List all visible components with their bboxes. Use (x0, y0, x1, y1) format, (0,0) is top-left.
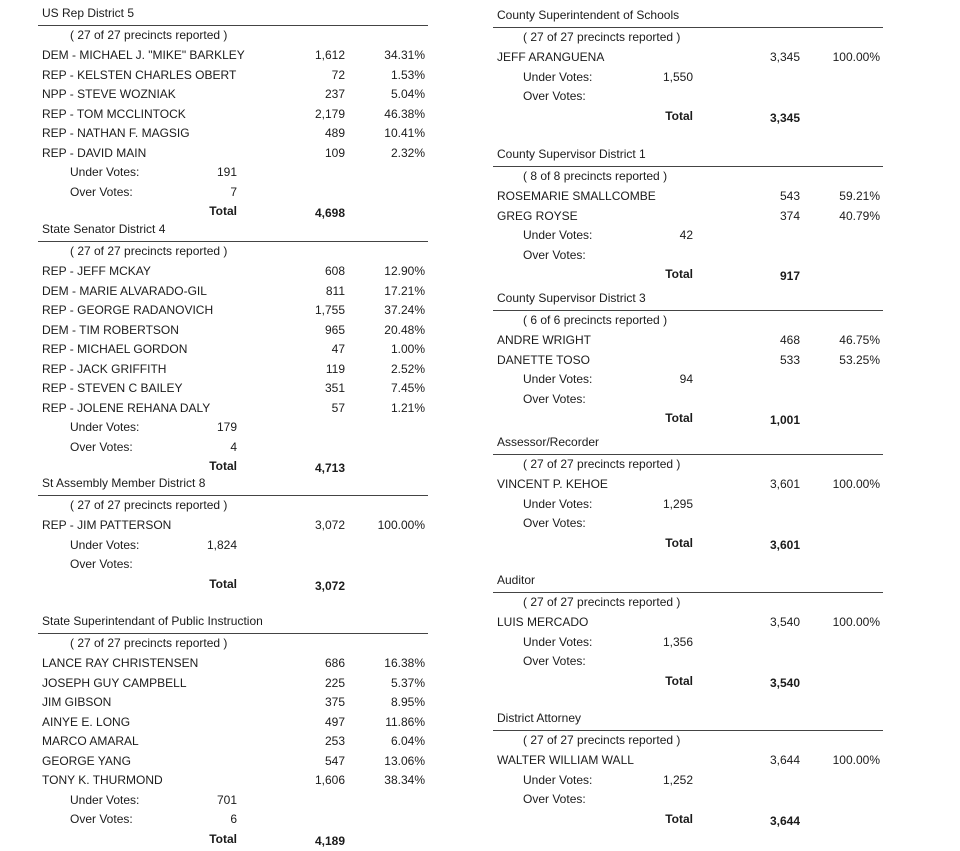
candidate-row (497, 189, 887, 205)
total-row (497, 109, 887, 125)
race-title: District Attorney (497, 711, 582, 725)
total-row (497, 411, 887, 427)
candidate-name: DANETTE TOSO (497, 352, 590, 367)
under-votes-label: Under Votes: (523, 772, 593, 787)
candidate-row (42, 734, 432, 750)
candidate-row (42, 126, 432, 142)
precincts-reported: ( 27 of 27 precincts reported ) (523, 733, 681, 747)
candidate-name: REP - NATHAN F. MAGSIG (42, 126, 190, 140)
candidate-name: MARCO AMARAL (42, 734, 139, 748)
candidate-votes: 608 (324, 264, 345, 278)
under-votes-row (42, 538, 432, 554)
over-votes-row (497, 516, 887, 532)
under-votes-value: 42 (679, 228, 693, 242)
candidate-votes: 497 (324, 714, 345, 729)
over-votes-row (42, 440, 432, 456)
under-votes-value: 179 (216, 420, 237, 434)
under-votes-label: Under Votes: (523, 496, 593, 511)
total-row (42, 577, 432, 593)
candidate-row (42, 401, 432, 417)
candidate-name: REP - TOM MCCLINTOCK (42, 106, 186, 121)
over-votes-row (497, 392, 887, 408)
over-votes-label: Over Votes: (70, 557, 133, 571)
candidate-percent: 1.00% (390, 342, 425, 356)
candidate-name: REP - JOLENE REHANA DALY (42, 400, 211, 415)
precincts-reported: ( 27 of 27 precincts reported ) (70, 28, 228, 42)
precincts-reported: ( 27 of 27 precincts reported ) (523, 595, 681, 609)
candidate-percent: 2.32% (390, 145, 425, 160)
candidate-name: JIM GIBSON (42, 695, 112, 709)
total-label: Total (665, 535, 693, 550)
candidate-row (42, 284, 432, 300)
candidate-row (497, 353, 887, 369)
title-rule (38, 25, 428, 26)
over-votes-label: Over Votes: (523, 247, 586, 262)
candidate-percent: 6.04% (390, 734, 425, 748)
candidate-row (42, 754, 432, 770)
candidate-row (497, 209, 887, 225)
over-votes-value: 4 (230, 439, 237, 454)
candidate-name: ROSEMARIE SMALLCOMBE (497, 189, 656, 203)
candidate-percent: 1.21% (390, 400, 425, 415)
over-votes-row (497, 654, 887, 670)
candidate-percent: 53.25% (839, 352, 880, 367)
candidate-row (497, 50, 887, 66)
candidate-row (42, 695, 432, 711)
total-label: Total (209, 204, 237, 218)
candidate-name: GREG ROYSE (497, 208, 578, 223)
total-row (497, 812, 887, 828)
under-votes-label: Under Votes: (523, 372, 593, 386)
candidate-percent: 20.48% (384, 322, 425, 337)
race-title: County Supervisor District 3 (497, 291, 646, 305)
candidate-row (42, 656, 432, 672)
candidate-name: WALTER WILLIAM WALL (497, 753, 634, 767)
candidate-votes: 375 (324, 695, 345, 709)
total-row (497, 536, 887, 552)
over-votes-row (497, 248, 887, 264)
total-row (42, 459, 432, 475)
under-votes-row (42, 793, 432, 809)
total-value: 3,601 (769, 537, 800, 552)
candidate-percent: 7.45% (390, 381, 425, 395)
total-label: Total (665, 108, 693, 123)
title-rule (493, 592, 883, 593)
over-votes-row (42, 812, 432, 828)
candidate-votes: 253 (324, 734, 345, 748)
candidate-percent: 100.00% (832, 50, 880, 64)
candidate-name: AINYE E. LONG (42, 714, 131, 729)
candidate-votes: 109 (324, 145, 345, 160)
race-title: State Superintendant of Public Instruction (42, 614, 263, 628)
over-votes-value: 7 (230, 184, 237, 199)
race-title: County Supervisor District 1 (497, 147, 646, 161)
under-votes-label: Under Votes: (70, 792, 140, 807)
candidate-name: JEFF ARANGUENA (497, 50, 605, 64)
total-label: Total (209, 831, 237, 846)
total-value: 4,698 (314, 206, 345, 220)
candidate-votes: 533 (779, 352, 800, 367)
title-rule (38, 241, 428, 242)
total-label: Total (665, 267, 693, 281)
candidate-percent: 5.37% (390, 675, 425, 690)
total-row (42, 832, 432, 848)
title-rule (493, 730, 883, 731)
candidate-votes: 3,072 (314, 518, 345, 532)
total-label: Total (665, 811, 693, 826)
race-title: Assessor/Recorder (497, 435, 600, 449)
under-votes-row (497, 635, 887, 651)
under-votes-label: Under Votes: (523, 634, 593, 649)
under-votes-row (42, 420, 432, 436)
candidate-percent: 12.90% (384, 264, 425, 278)
candidate-percent: 10.41% (384, 126, 425, 140)
candidate-percent: 46.75% (839, 333, 880, 347)
precincts-reported: ( 8 of 8 precincts reported ) (523, 169, 668, 183)
total-value: 3,540 (769, 675, 800, 690)
candidate-votes: 2,179 (314, 106, 345, 121)
precincts-reported: ( 6 of 6 precincts reported ) (523, 313, 668, 327)
candidate-votes: 489 (324, 126, 345, 140)
candidate-row (42, 342, 432, 358)
candidate-name: REP - MICHAEL GORDON (42, 342, 188, 356)
race-title: US Rep District 5 (42, 6, 135, 20)
candidate-percent: 100.00% (377, 518, 425, 532)
candidate-votes: 543 (779, 189, 800, 203)
over-votes-label: Over Votes: (70, 184, 133, 199)
over-votes-label: Over Votes: (523, 792, 586, 806)
title-rule (493, 310, 883, 311)
candidate-name: NPP - STEVE WOZNIAK (42, 87, 176, 101)
total-value: 1,001 (769, 413, 800, 427)
total-label: Total (665, 411, 693, 425)
candidate-votes: 1,606 (314, 773, 345, 787)
under-votes-row (497, 372, 887, 388)
over-votes-label: Over Votes: (70, 812, 133, 826)
title-rule (493, 27, 883, 28)
under-votes-value: 1,356 (662, 634, 693, 649)
total-row (497, 674, 887, 690)
candidate-percent: 37.24% (384, 303, 425, 317)
candidate-row (497, 615, 887, 631)
total-label: Total (665, 673, 693, 688)
candidate-name: REP - DAVID MAIN (42, 145, 147, 160)
candidate-percent: 38.34% (384, 773, 425, 787)
total-value: 4,189 (314, 833, 345, 848)
total-value: 3,345 (769, 110, 800, 125)
total-label: Total (209, 459, 237, 473)
race-title: Auditor (497, 573, 536, 587)
candidate-name: REP - JIM PATTERSON (42, 518, 172, 532)
candidate-row (42, 773, 432, 789)
candidate-percent: 100.00% (832, 477, 880, 491)
title-rule (493, 166, 883, 167)
total-value: 3,644 (769, 813, 800, 828)
candidate-votes: 3,345 (769, 50, 800, 64)
candidate-row (497, 333, 887, 349)
candidate-votes: 468 (779, 333, 800, 347)
over-votes-label: Over Votes: (523, 89, 586, 103)
candidate-votes: 374 (779, 208, 800, 223)
over-votes-row (42, 557, 432, 573)
candidate-votes: 686 (324, 656, 345, 670)
candidate-votes: 1,755 (314, 303, 345, 317)
candidate-percent: 34.31% (384, 48, 425, 62)
candidate-votes: 3,601 (769, 477, 800, 491)
under-votes-value: 1,295 (662, 496, 693, 511)
candidate-name: REP - GEORGE RADANOVICH (42, 303, 214, 317)
candidate-percent: 16.38% (384, 656, 425, 670)
candidate-percent: 46.38% (384, 106, 425, 121)
candidate-votes: 57 (331, 400, 345, 415)
candidate-row (42, 87, 432, 103)
candidate-votes: 811 (325, 283, 345, 298)
under-votes-label: Under Votes: (523, 69, 593, 84)
precincts-reported: ( 27 of 27 precincts reported ) (523, 30, 681, 44)
under-votes-value: 1,550 (662, 69, 693, 84)
candidate-name: DEM - TIM ROBERTSON (42, 322, 179, 337)
candidate-row (42, 381, 432, 397)
candidate-percent: 17.21% (384, 283, 425, 298)
candidate-row (497, 753, 887, 769)
title-rule (38, 633, 428, 634)
candidate-percent: 13.06% (384, 753, 425, 768)
candidate-percent: 11.86% (385, 714, 425, 729)
under-votes-row (497, 773, 887, 789)
total-value: 3,072 (314, 578, 345, 593)
precincts-reported: ( 27 of 27 precincts reported ) (70, 498, 228, 512)
candidate-votes: 351 (324, 381, 345, 395)
candidate-percent: 5.04% (390, 87, 425, 101)
candidate-name: DEM - MARIE ALVARADO-GIL (42, 283, 207, 298)
candidate-row (42, 303, 432, 319)
candidate-votes: 3,644 (769, 753, 800, 767)
under-votes-row (497, 497, 887, 513)
candidate-name: REP - JACK GRIFFITH (42, 361, 167, 376)
candidate-votes: 965 (324, 322, 345, 337)
total-row (42, 204, 432, 220)
total-value: 917 (779, 269, 800, 283)
candidate-votes: 119 (325, 361, 345, 376)
under-votes-row (42, 165, 432, 181)
race-title: St Assembly Member District 8 (42, 476, 206, 490)
candidate-row (42, 68, 432, 84)
under-votes-row (497, 228, 887, 244)
candidate-name: JOSEPH GUY CAMPBELL (42, 675, 187, 690)
candidate-name: DEM - MICHAEL J. "MIKE" BARKLEY (42, 48, 245, 62)
candidate-row (42, 362, 432, 378)
under-votes-label: Under Votes: (70, 420, 140, 434)
candidate-row (42, 48, 432, 64)
precincts-reported: ( 27 of 27 precincts reported ) (70, 636, 228, 650)
under-votes-label: Under Votes: (70, 537, 140, 552)
precincts-reported: ( 27 of 27 precincts reported ) (523, 457, 681, 471)
candidate-name: LUIS MERCADO (497, 615, 589, 629)
candidate-name: REP - KELSTEN CHARLES OBERT (42, 67, 237, 82)
total-value: 4,713 (314, 461, 345, 475)
candidate-row (42, 107, 432, 123)
candidate-percent: 1.53% (390, 67, 425, 82)
under-votes-value: 1,252 (662, 772, 693, 787)
over-votes-label: Over Votes: (70, 439, 133, 454)
candidate-name: LANCE RAY CHRISTENSEN (42, 656, 199, 670)
candidate-row (497, 477, 887, 493)
candidate-percent: 59.21% (839, 189, 880, 203)
candidate-name: GEORGE YANG (42, 753, 131, 768)
under-votes-label: Under Votes: (523, 228, 593, 242)
candidate-name: REP - JEFF MCKAY (42, 264, 151, 278)
candidate-row (42, 264, 432, 280)
over-votes-value: 6 (230, 812, 237, 826)
title-rule (38, 495, 428, 496)
candidate-percent: 8.95% (390, 695, 425, 709)
candidate-name: VINCENT P. KEHOE (497, 477, 608, 491)
candidate-percent: 2.52% (390, 361, 425, 376)
precincts-reported: ( 27 of 27 precincts reported ) (70, 244, 228, 258)
candidate-row (42, 518, 432, 534)
candidate-percent: 100.00% (832, 615, 880, 629)
over-votes-row (497, 89, 887, 105)
candidate-percent: 40.79% (839, 208, 880, 223)
candidate-name: ANDRE WRIGHT (497, 333, 591, 347)
under-votes-value: 94 (679, 372, 693, 386)
candidate-votes: 3,540 (769, 615, 800, 629)
candidate-votes: 47 (331, 342, 345, 356)
under-votes-value: 1,824 (206, 537, 237, 552)
over-votes-label: Over Votes: (523, 654, 586, 668)
candidate-name: TONY K. THURMOND (42, 773, 163, 787)
candidate-row (42, 323, 432, 339)
candidate-votes: 237 (324, 87, 345, 101)
total-row (497, 267, 887, 283)
over-votes-row (42, 185, 432, 201)
candidate-percent: 100.00% (832, 753, 880, 767)
candidate-votes: 225 (324, 675, 345, 690)
over-votes-label: Over Votes: (523, 391, 586, 406)
over-votes-row (497, 792, 887, 808)
race-title: County Superintendent of Schools (497, 8, 680, 22)
under-votes-row (497, 70, 887, 86)
race-title: State Senator District 4 (42, 222, 166, 236)
candidate-votes: 1,612 (314, 48, 345, 62)
under-votes-value: 701 (216, 792, 237, 807)
under-votes-value: 191 (216, 165, 237, 179)
candidate-votes: 547 (324, 753, 345, 768)
candidate-row (42, 676, 432, 692)
over-votes-label: Over Votes: (523, 516, 586, 530)
candidate-name: REP - STEVEN C BAILEY (42, 381, 183, 395)
candidate-row (42, 715, 432, 731)
total-label: Total (209, 576, 237, 591)
candidate-votes: 72 (331, 67, 345, 82)
candidate-row (42, 146, 432, 162)
title-rule (493, 454, 883, 455)
under-votes-label: Under Votes: (70, 165, 140, 179)
